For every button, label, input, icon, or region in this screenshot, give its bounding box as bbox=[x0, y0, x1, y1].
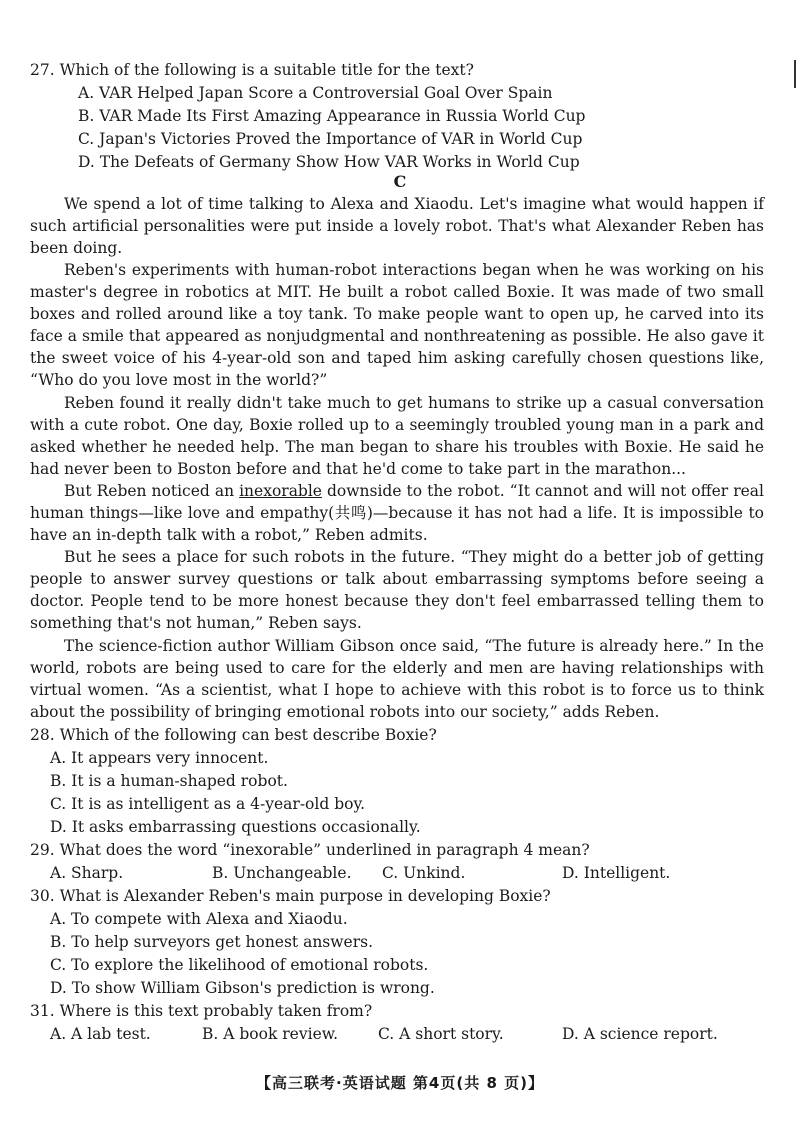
passage-line: But he sees a place for such robots in the future. “They might do a better job of getting bbox=[64, 548, 764, 566]
passage-line: Reben's experiments with human-robot interactions began when he was working on his bbox=[64, 261, 764, 279]
question-30-option-b: B. To help surveyors get honest answers. bbox=[50, 933, 373, 951]
question-27-option-b: B. VAR Made Its First Amazing Appearance in Russia World Cup bbox=[78, 107, 586, 125]
question-31-option-c: C. A short story. bbox=[378, 1025, 504, 1043]
passage-line bbox=[64, 481, 764, 501]
passage-line: doctor. People tend to be more honest because they don't feel embarrassed telling them to bbox=[30, 592, 764, 610]
question-30-text: 30. What is Alexander Reben's main purpose in developing Boxie? bbox=[30, 887, 551, 905]
page-footer: 【高三联考·英语试题 第4页(共 8 页)】 bbox=[256, 1074, 544, 1092]
question-31-option-d: D. A science report. bbox=[562, 1025, 718, 1043]
question-28-option-c: C. It is as intelligent as a 4-year-old boy. bbox=[50, 795, 366, 813]
question-28-option-a: A. It appears very innocent. bbox=[50, 749, 269, 767]
passage-line: the sweet voice of his 4-year-old son and taped him asking carefully chosen questions like, bbox=[30, 349, 764, 367]
passage-line: people to answer survey questions or talk about embarrassing symptoms before seeing a bbox=[30, 570, 764, 588]
question-31-option-b: B. A book review. bbox=[202, 1025, 339, 1043]
passage-line: asked whether he needed help. The man began to share his troubles with Boxie. He said he bbox=[30, 438, 764, 456]
question-27-option-c: C. Japan's Victories Proved the Importance of VAR in World Cup bbox=[78, 130, 583, 148]
question-27-option-a: A. VAR Helped Japan Score a Controversial Goal Over Spain bbox=[78, 84, 553, 102]
page-edge-mark bbox=[794, 60, 796, 88]
passage-line: about the possibility of bringing emotional robots into our society,” adds Reben. bbox=[30, 703, 660, 721]
passage-line: such artificial personalities were put inside a lovely robot. That's what Alexander Reben has bbox=[30, 217, 764, 235]
question-29-option-a: A. Sharp. bbox=[50, 864, 124, 882]
passage-text: But Reben noticed an bbox=[64, 482, 240, 500]
question-30-option-c: C. To explore the likelihood of emotional robots. bbox=[50, 956, 429, 974]
passage-line: The science-fiction author William Gibson once said, “The future is already here.” In the bbox=[64, 637, 764, 655]
question-30-option-a: A. To compete with Alexa and Xiaodu. bbox=[50, 910, 348, 928]
question-27-text: 27. Which of the following is a suitable title for the text? bbox=[30, 61, 474, 79]
underlined-word-inexorable: inexorable bbox=[239, 482, 322, 500]
passage-line: face a smile that appeared as nonjudgmental and nonthreatening as possible. He also gave it bbox=[30, 327, 764, 345]
passage-line: something that's not human,” Reben says. bbox=[30, 614, 362, 632]
passage-line: world, robots are being used to care for the elderly and men are having relationships with bbox=[30, 659, 764, 677]
passage-line: “Who do you love most in the world?” bbox=[30, 371, 328, 389]
question-27-option-d: D. The Defeats of Germany Show How VAR Works in World Cup bbox=[78, 153, 580, 171]
passage-line: had never been to Boston before and that he'd come to take part in the marathon... bbox=[30, 460, 686, 478]
question-30-option-d: D. To show William Gibson's prediction is wrong. bbox=[50, 979, 435, 997]
passage-line: virtual women. “As a scientist, what I hope to achieve with this robot is to force us to think bbox=[30, 681, 764, 699]
question-29-text: 29. What does the word “inexorable” underlined in paragraph 4 mean? bbox=[30, 841, 590, 859]
question-29-option-c: C. Unkind. bbox=[382, 864, 466, 882]
passage-line: human things—like love and empathy(共鸣)—because it has not had a life. It is impossible to bbox=[30, 504, 764, 522]
question-28-text: 28. Which of the following can best describe Boxie? bbox=[30, 726, 437, 744]
passage-line: with a cute robot. One day, Boxie rolled up to a seemingly troubled young man in a park and bbox=[30, 416, 764, 434]
question-28-option-d: D. It asks embarrassing questions occasionally. bbox=[50, 818, 421, 836]
question-29-option-d: D. Intelligent. bbox=[562, 864, 671, 882]
question-28-option-b: B. It is a human-shaped robot. bbox=[50, 772, 288, 790]
question-31-text: 31. Where is this text probably taken from? bbox=[30, 1002, 373, 1020]
section-label: C bbox=[393, 172, 407, 191]
passage-line: Reben found it really didn't take much to get humans to strike up a casual conversation bbox=[64, 394, 764, 412]
passage-line: We spend a lot of time talking to Alexa and Xiaodu. Let's imagine what would happen if bbox=[64, 195, 764, 213]
passage-line: been doing. bbox=[30, 239, 123, 257]
question-29-option-b: B. Unchangeable. bbox=[212, 864, 352, 882]
passage-line: master's degree in robotics at MIT. He built a robot called Boxie. It was made of two small bbox=[30, 283, 764, 301]
passage-text: downside to the robot. “It cannot and will not offer real bbox=[321, 482, 765, 500]
passage-line: boxes and rolled around like a toy tank. To make people want to open up, he carved into its bbox=[30, 305, 764, 323]
question-31-option-a: A. A lab test. bbox=[50, 1025, 151, 1043]
passage-line: have an in-depth talk with a robot,” Reben admits. bbox=[30, 526, 428, 544]
